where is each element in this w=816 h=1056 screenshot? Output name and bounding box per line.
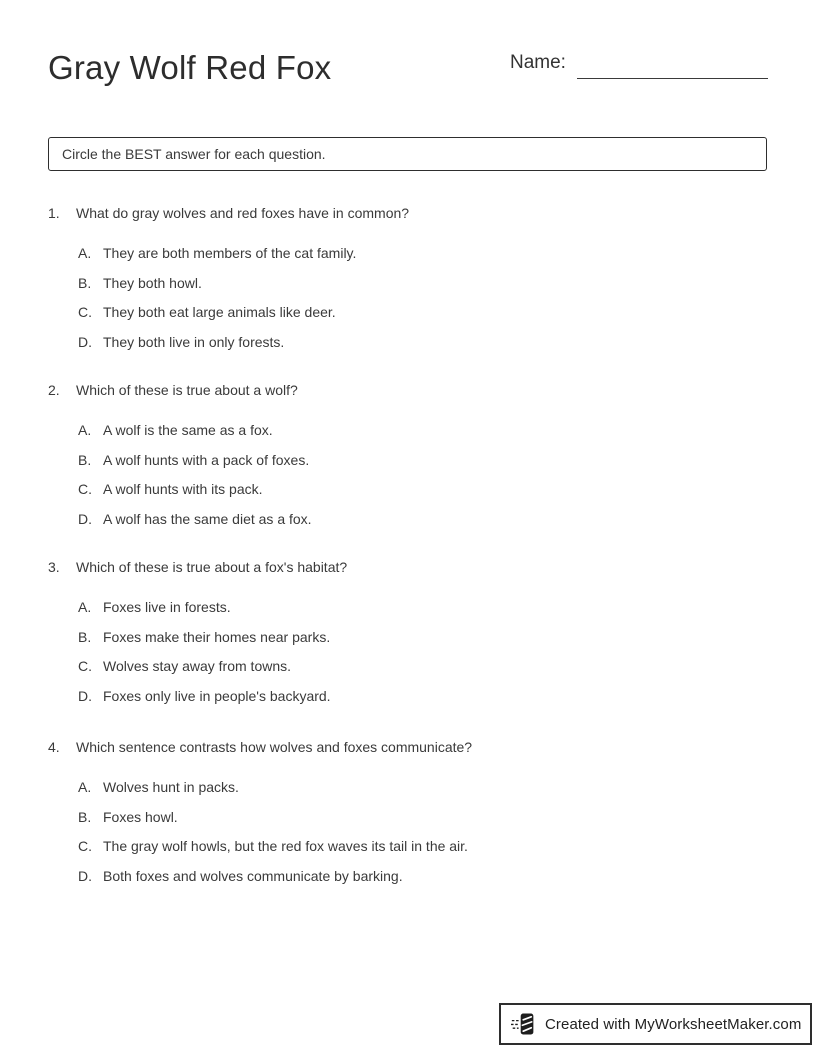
option-text: They both live in only forests.	[103, 333, 285, 350]
question-text: Which of these is true about a wolf?	[76, 382, 298, 398]
option-letter: B.	[78, 628, 92, 645]
option-text: Foxes live in forests.	[103, 599, 231, 615]
options-list	[48, 244, 768, 351]
instruction-box	[48, 137, 767, 171]
instruction-text: Circle the BEST answer for each question.	[62, 146, 326, 162]
question-3	[48, 558, 768, 705]
name-block	[510, 52, 768, 74]
question-line	[48, 738, 768, 756]
option-letter: B.	[78, 451, 92, 468]
question-4	[48, 738, 768, 885]
question-text: What do gray wolves and red foxes have in common?	[76, 205, 410, 221]
question-line	[48, 558, 768, 576]
question-text: Which sentence contrasts how wolves and foxes communicate?	[76, 739, 473, 755]
option-letter: B.	[78, 274, 92, 291]
footer-credit-link[interactable]: Created with MyWorksheetMaker.com	[545, 1015, 802, 1033]
option-c	[48, 657, 768, 675]
option-letter: C.	[78, 304, 92, 320]
option-letter: C.	[78, 658, 92, 674]
option-b	[48, 808, 768, 826]
question-line	[48, 204, 768, 222]
name-label: Name:	[510, 52, 566, 73]
option-c	[48, 303, 768, 321]
option-letter: A.	[78, 779, 92, 795]
option-text: Wolves stay away from towns.	[103, 658, 292, 674]
options-list	[48, 778, 768, 885]
question-1	[48, 204, 768, 351]
option-d	[48, 867, 768, 885]
option-c	[48, 837, 768, 855]
worksheet-maker-logo-icon	[511, 1009, 538, 1039]
option-letter: D.	[78, 333, 92, 350]
question-number: 1.	[48, 205, 60, 221]
option-text: They both howl.	[103, 274, 202, 291]
option-text: Foxes only live in people's backyard.	[103, 687, 331, 704]
question-line	[48, 381, 768, 399]
option-text: Wolves hunt in packs.	[103, 779, 239, 795]
option-text: The gray wolf howls, but the red fox waves its tail in the air.	[103, 838, 468, 854]
option-text: Both foxes and wolves communicate by barking.	[103, 867, 403, 884]
option-text: A wolf hunts with its pack.	[103, 481, 263, 497]
option-a	[48, 778, 768, 796]
option-d	[48, 510, 768, 528]
option-text: They both eat large animals like deer.	[103, 304, 336, 320]
question-number: 3.	[48, 559, 60, 575]
option-text: A wolf is the same as a fox.	[103, 422, 273, 438]
footer-credit-box	[499, 1003, 812, 1045]
option-letter: A.	[78, 599, 92, 615]
options-list	[48, 598, 768, 705]
option-a	[48, 244, 768, 262]
option-letter: D.	[78, 510, 92, 527]
option-d	[48, 333, 768, 351]
option-text: A wolf hunts with a pack of foxes.	[103, 451, 310, 468]
question-number: 2.	[48, 382, 60, 398]
options-list	[48, 421, 768, 528]
name-blank-line	[577, 78, 768, 79]
option-letter: A.	[78, 422, 92, 438]
option-d	[48, 687, 768, 705]
option-c	[48, 480, 768, 498]
option-b	[48, 628, 768, 646]
question-text: Which of these is true about a fox's habitat?	[76, 559, 348, 575]
option-letter: A.	[78, 245, 92, 261]
option-b	[48, 451, 768, 469]
option-text: Foxes howl.	[103, 808, 178, 825]
page-title: Gray Wolf Red Fox	[48, 49, 332, 86]
option-b	[48, 274, 768, 292]
option-letter: B.	[78, 808, 92, 825]
option-letter: C.	[78, 481, 92, 497]
option-text: Foxes make their homes near parks.	[103, 628, 331, 645]
question-2	[48, 381, 768, 528]
option-letter: C.	[78, 838, 92, 854]
question-number: 4.	[48, 739, 60, 755]
option-letter: D.	[78, 687, 92, 704]
option-text: They are both members of the cat family.	[103, 245, 357, 261]
option-a	[48, 421, 768, 439]
option-letter: D.	[78, 867, 92, 884]
option-text: A wolf has the same diet as a fox.	[103, 510, 312, 527]
option-a	[48, 598, 768, 616]
